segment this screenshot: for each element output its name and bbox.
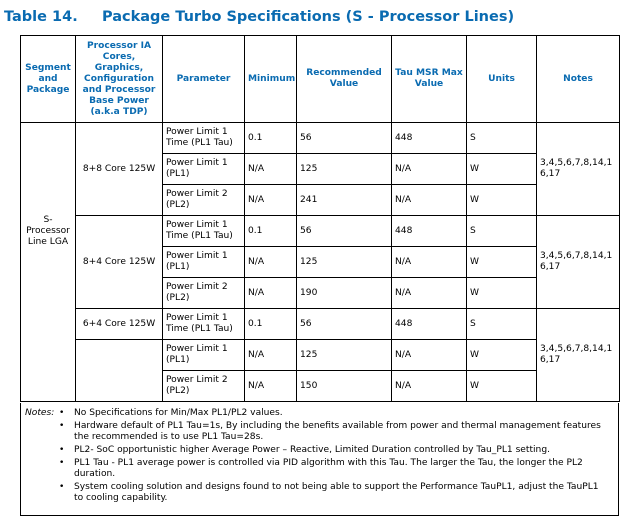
tau-max-cell: N/A [392, 278, 467, 309]
notes-cell: 3,4,5,6,7,8,14,16,17 [537, 309, 620, 402]
tau-max-cell: N/A [392, 154, 467, 185]
header-notes: Notes [537, 36, 620, 123]
bullet-icon: • [59, 482, 65, 492]
units-cell: S [467, 123, 537, 154]
note-text: Hardware default of PL1 Tau=1s, By including the benefits available from power and thermal management features the recommended is to use PL1 Tau=28s. [74, 421, 601, 442]
note-text: System cooling solution and designs found to not being able to support the Performance TauPL1, adjust the TauPL1 to cooling capability. [74, 482, 599, 503]
recommended-cell: 125 [297, 340, 392, 371]
recommended-cell: 241 [297, 185, 392, 216]
recommended-cell: 56 [297, 309, 392, 340]
recommended-cell: 190 [297, 278, 392, 309]
minimum-cell: N/A [245, 247, 297, 278]
minimum-cell: 0.1 [245, 123, 297, 154]
table-row [21, 309, 620, 340]
header-recommended: Recommended Value [297, 36, 392, 123]
notes-label: Notes: [25, 408, 55, 418]
header-config: Processor IA Cores, Graphics, Configuration and Processor Base Power (a.k.a TDP) [76, 36, 163, 123]
config-cell: 6+4 Core 125W [76, 309, 163, 340]
notes-list [59, 408, 604, 506]
segment-cell: S-Processor Line LGA [21, 123, 76, 340]
header-units: Units [467, 36, 537, 123]
table-row [21, 340, 620, 371]
table-title [4, 9, 514, 29]
bullet-icon: • [59, 445, 65, 455]
note-text: PL2- SoC opportunistic higher Average Power – Reactive, Limited Duration controlled by Tau_PL1 setting. [74, 445, 550, 455]
tau-max-cell: N/A [392, 247, 467, 278]
table-title-text: Package Turbo Specifications (S - Processor Lines) [102, 9, 515, 25]
recommended-cell: 56 [297, 123, 392, 154]
units-cell: W [467, 278, 537, 309]
minimum-cell: 0.1 [245, 216, 297, 247]
bullet-icon: • [59, 421, 65, 431]
bullet-icon: • [59, 408, 65, 418]
tau-max-cell: N/A [392, 371, 467, 402]
tau-max-cell: N/A [392, 340, 467, 371]
note-text: No Specifications for Min/Max PL1/PL2 values. [74, 408, 283, 418]
note-item [59, 445, 604, 456]
units-cell: W [467, 340, 537, 371]
header-minimum: Minimum [245, 36, 297, 123]
recommended-cell: 56 [297, 216, 392, 247]
note-item [59, 458, 604, 480]
parameter-cell: Power Limit 2 (PL2) [163, 185, 245, 216]
minimum-cell: N/A [245, 185, 297, 216]
units-cell: W [467, 371, 537, 402]
minimum-cell: N/A [245, 340, 297, 371]
header-parameter: Parameter [163, 36, 245, 123]
minimum-cell: 0.1 [245, 309, 297, 340]
units-cell: S [467, 216, 537, 247]
header-row [21, 36, 620, 123]
parameter-cell: Power Limit 1 (PL1) [163, 247, 245, 278]
parameter-cell: Power Limit 1 Time (PL1 Tau) [163, 216, 245, 247]
recommended-cell: 125 [297, 247, 392, 278]
parameter-cell: Power Limit 1 (PL1) [163, 340, 245, 371]
notes-section [20, 403, 619, 516]
tau-max-cell: N/A [392, 185, 467, 216]
parameter-cell: Power Limit 1 (PL1) [163, 154, 245, 185]
tau-max-cell: 448 [392, 309, 467, 340]
units-cell: W [467, 185, 537, 216]
table-row [21, 216, 620, 247]
recommended-cell: 125 [297, 154, 392, 185]
parameter-cell: Power Limit 1 Time (PL1 Tau) [163, 123, 245, 154]
note-item [59, 408, 604, 419]
recommended-cell: 150 [297, 371, 392, 402]
blank-segment-cell [21, 340, 76, 402]
note-text: PL1 Tau - PL1 average power is controlled via PID algorithm with this Tau. The larger the Tau, the longer the PL2 duration. [74, 458, 583, 479]
header-segment: Segment and Package [21, 36, 76, 123]
bullet-icon: • [59, 458, 65, 468]
tau-max-cell: 448 [392, 123, 467, 154]
minimum-cell: N/A [245, 154, 297, 185]
units-cell: W [467, 247, 537, 278]
notes-cell: 3,4,5,6,7,8,14,16,17 [537, 216, 620, 309]
units-cell: S [467, 309, 537, 340]
minimum-cell: N/A [245, 371, 297, 402]
package-turbo-table [20, 35, 620, 402]
parameter-cell: Power Limit 2 (PL2) [163, 371, 245, 402]
tau-max-cell: 448 [392, 216, 467, 247]
units-cell: W [467, 154, 537, 185]
minimum-cell: N/A [245, 278, 297, 309]
note-item [59, 482, 604, 504]
notes-cell: 3,4,5,6,7,8,14,16,17 [537, 123, 620, 216]
table-number: Table 14. [4, 9, 78, 25]
config-cell: 8+4 Core 125W [76, 216, 163, 309]
config-cell: 8+8 Core 125W [76, 123, 163, 216]
blank-config-cell [76, 340, 163, 402]
parameter-cell: Power Limit 1 Time (PL1 Tau) [163, 309, 245, 340]
table-row [21, 123, 620, 154]
header-tau-max: Tau MSR Max Value [392, 36, 467, 123]
note-item [59, 421, 604, 443]
parameter-cell: Power Limit 2 (PL2) [163, 278, 245, 309]
